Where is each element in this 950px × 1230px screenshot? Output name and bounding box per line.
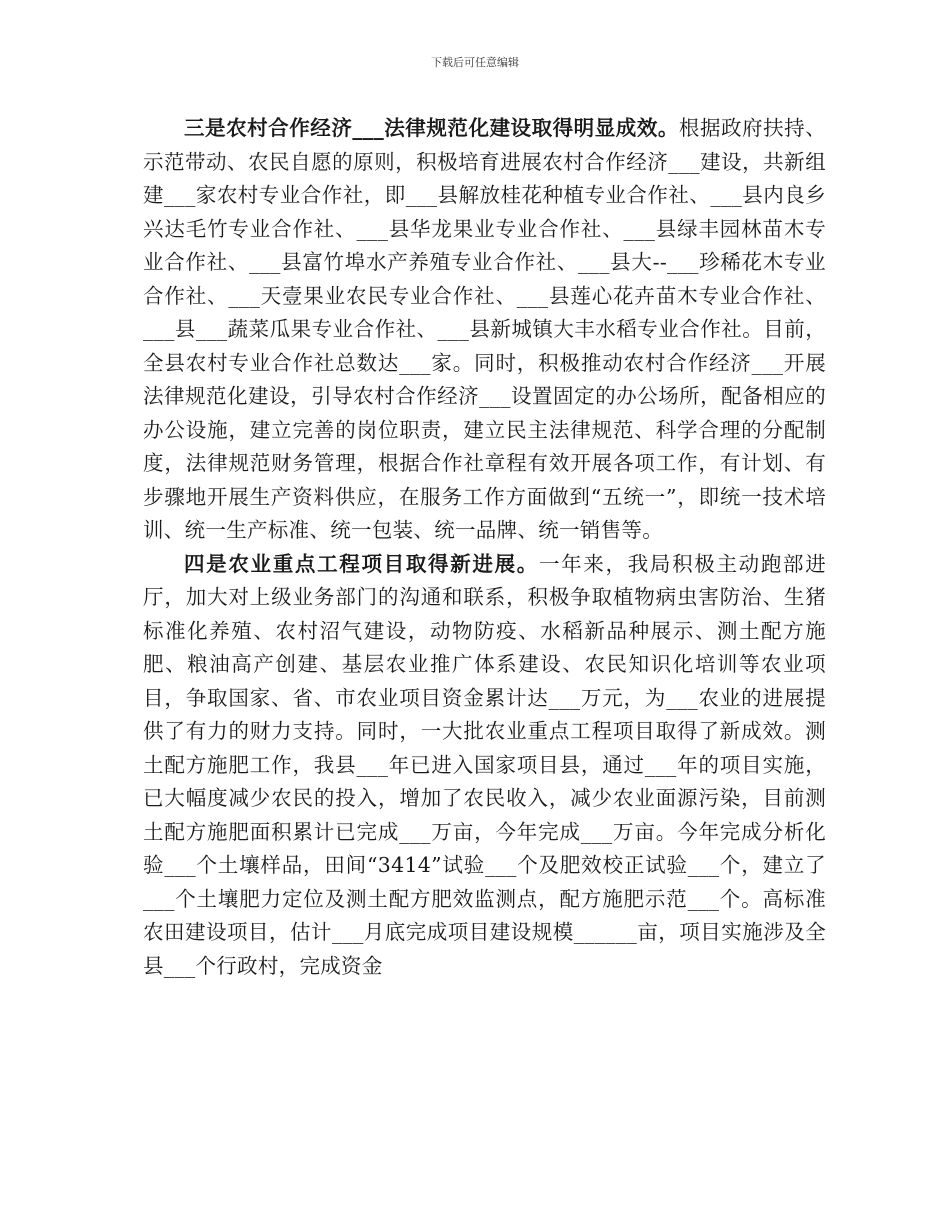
page-header-note: 下载后可任意编辑 [431,56,519,69]
paragraph-body-text: 一年来，我局积极主动跑部进厅，加大对上级业务部门的沟通和联系，积极争取植物病虫害防治、生猪标准化养殖、农村沼气建设，动物防疫、水稻新品种展示、测土配方施肥、粮油高产创建、基层农业推广体系建设、农民知识化培训等农业项目，争取国家、省、市农业项目资金累计达___万元，为___农业的进展提供了有力的财力支持。同时，一大批农业重点工程项目取得了新成效。测土配方施肥工作，我县___年已进入国家项目县，通过___年的项目实施，已大幅度减少农民的投入，增加了农民收入，减少农业面源污染，目前测土配方施肥面积累计已完成___万亩，今年完成___万亩。今年完成分析化验___个土壤样品，田间“3414”试验___个及肥效校正试验___个，建立了___个土壤肥力定位及测土配方肥效监测点，配方施肥示范___个。高标准农田建设项目，估计___月底完成项目建设规模______亩，项目实施涉及全县___个行政村，完成资金 [143,551,826,978]
paragraph-body-text: 根据政府扶持、示范带动、农民自愿的原则，积极培育进展农村合作经济___建设，共新组建___家农村专业合作社，即___县解放桂花种植专业合作社、___县内良乡兴达毛竹专业合作社、___县华龙果业专业合作社、___县绿丰园林苗木专业合作社、___县富竹埠水产养殖专业合作社、___县大--___珍稀花木专业合作社、___天壹果业农民专业合作社、___县莲心花卉苗木专业合作社、___县___蔬菜瓜果专业合作社、___县新城镇大丰水稻专业合作社。目前，全县农村专业合作社总数达___家。同时，积极推动农村合作经济___开展法律规范化建设，引导农村合作经济___设置固定的办公场所，配备相应的办公设施，建立完善的岗位职责，建立民主法律规范、科学合理的分配制度，法律规范财务管理，根据合作社章程有效开展各项工作，有计划、有步骤地开展生产资料供应，在服务工作方面做到“五统一”，即统一技术培训、统一生产标准、统一包装、统一品牌、统一销售等。 [143,116,826,542]
paragraph-lead-heading: 三是农村合作经济___法律规范化建设取得明显成效。 [184,116,679,140]
paragraph-key-projects [143,548,826,984]
paragraph-lead-heading: 四是农业重点工程项目取得新进展。 [184,551,539,576]
paragraph-cooperative-economy [143,112,826,548]
document-body [143,112,826,983]
